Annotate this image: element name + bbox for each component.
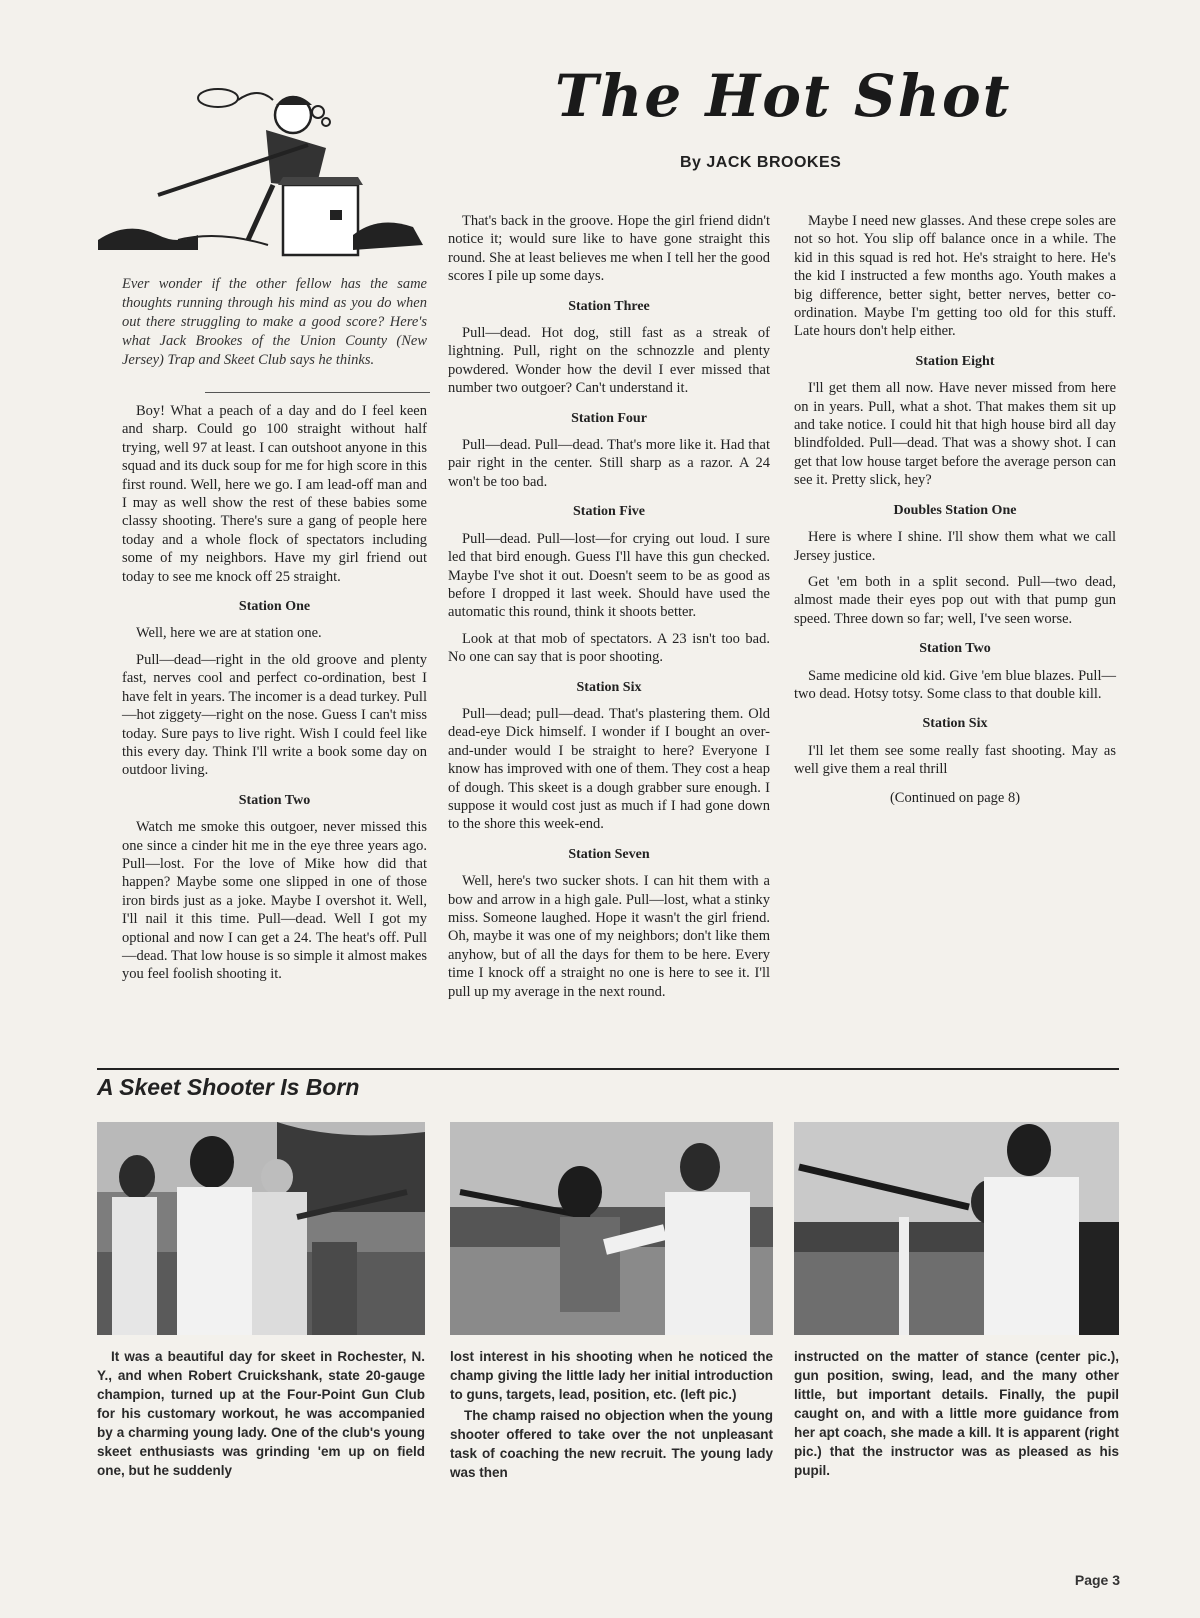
photo-left: [97, 1122, 425, 1335]
paragraph: Boy! What a peach of a day and do I feel keen and sharp. Could go 100 straight without half trying, well 97 at least. I can outshoot anyone in this squad and its duck soup for me for high score in this first round. Well, here we go. I am lead-off man and I may as well show the rest of these babies some classy shooting. There's sure a gang of people here today and a whole flock of spectators including some of my neighbors. Have my girl friend out today to see me knock off 25 straight.: [122, 403, 427, 585]
paragraph: Pull—dead; pull—dead. That's plastering them. Old dead-eye Dick himself. I wonder if I bought an over-and-under would I be straight to here? Everyone I know has improved with one of them. They cost a heap of dough. This skeet is a dough grabber sure enough. I suppose it would cost just as much if I had gone down to the shore this week-end.: [448, 705, 770, 833]
paragraph: Well, here we are at station one.: [136, 625, 322, 642]
photo-center: [450, 1122, 773, 1335]
section-heading: Station One: [238, 599, 311, 615]
paragraph: I'll get them all now. Have never missed from here on in years. Pull, what a shot. That makes them sit up and take notice. I could hit that high house bird all day blindfolded. Pull—dead. That was a showy shot. I can get that low house target before the average person can see it. Pretty slick, hey?: [794, 380, 1116, 489]
section-heading: Doubles Station One: [893, 502, 1017, 518]
photo-caption-left: [97, 1347, 425, 1482]
section-heading: Station Six: [576, 679, 642, 695]
paragraph: Watch me smoke this outgoer, never missed this one since a cinder hit me in the eye three years ago. Pull—lost. For the love of Mike how did that happen? Maybe some one slipped in one of those iron birds just as a joke. Maybe I overshot it. Well, I'll nail it this time. Pull—dead. Well I got my optional and now I can get a 24. The heat's off. Pull—dead. That low house is so simple it almost makes you feel foolish shooting it.: [122, 819, 428, 983]
paragraph: Pull—dead—right in the old groove and plenty fast, nerves cool and perfect co-ordination, best I have felt in years. The incomer is a dead turkey. Pull—hot ziggety—right on the nose. Guess I can't miss today. Sure pays to live right. Wish I could feel like this every day. Think I'll write a book some day on outdoor living.: [122, 651, 427, 779]
section-heading: Station Two: [919, 641, 991, 657]
cartoon-illustration: [98, 70, 428, 270]
section-heading: Station Five: [573, 504, 645, 520]
section-heading: Station Eight: [915, 353, 995, 369]
article-title: The Hot Shot: [555, 62, 1012, 130]
article-column-2: [448, 212, 770, 1009]
article-byline: By JACK BROOKES: [680, 154, 842, 171]
article-column-1: [122, 402, 427, 992]
section-heading: Station Six: [922, 716, 988, 732]
caption-text: lost interest in his shooting when he noticed the champ giving the little lady her initial introduction to guns, targets, lead, position, etc. (left pic.): [450, 1349, 773, 1402]
skeet-section-title: A Skeet Shooter Is Born: [97, 1074, 360, 1100]
paragraph: Well, here's two sucker shots. I can hit them with a bow and arrow in a high gale. Pull—lost, what a stinky miss. Someone laughed. Hope it wasn't the girl friend. Oh, maybe it was one of my neighbors; don't like them anyhow, but of all the days for them to be here. Every time I knock off a straight no one is here to see it. I'll pull up my average in the next round.: [448, 873, 770, 1000]
section-heading: Station Seven: [568, 846, 650, 862]
paragraph: Same medicine old kid. Give 'em blue blazes. Pull—two dead. Hotsy totsy. Some class to that double kill.: [794, 667, 1116, 702]
caption-text: The champ raised no objection when the young shooter offered to take over the not unpleasant task of coaching the new recruit. The young lady was then: [450, 1408, 773, 1480]
continued-note: (Continued on page 8): [889, 789, 1021, 806]
paragraph: Pull—dead. Hot dog, still fast as a streak of lightning. Pull, right on the schnozzle and plenty powdered. Wonder how the devil I ever missed that number two outgoer? Can't understand it.: [448, 325, 770, 397]
paragraph: Look at that mob of spectators. A 23 isn't too bad. No one can say that is poor shooting.: [448, 630, 770, 666]
section-heading: Station Three: [568, 298, 650, 314]
section-divider: [97, 1068, 1119, 1070]
caption-text: It was a beautiful day for skeet in Rochester, N. Y., and when Robert Cruickshank, state 20-gauge champion, turned up at the Four-Point Gun Club for his customary workout, he was accompanied by a charming young lady. One of the club's young skeet enthusiasts was grinding 'em up on field one, but he suddenly: [97, 1349, 425, 1478]
paragraph: Get 'em both in a split second. Pull—two dead, almost made their eyes pop out with that pump gun speed. Three down so far; well, I've seen worse.: [794, 573, 1116, 627]
paragraph: I'll let them see some really fast shooting. May as well give them a real thrill: [794, 742, 1116, 778]
photo-caption-right: [794, 1347, 1119, 1482]
caption-text: instructed on the matter of stance (center pic.), gun position, swing, lead, and the many other little, but important details. Finally, the pupil caught on, and with a little more guidance from her apt coach, she made a kill. It is apparent (right pic.) that the instructor was as pleased as his pupil.: [794, 1349, 1119, 1478]
intro-divider: [205, 392, 430, 393]
paragraph: Maybe I need new glasses. And these crepe soles are not so hot. You slip off balance once in a while. The kid in this squad is red hot. He's straight to here. He's the kid I instructed a few months ago. Youth makes a big difference, better sight, better nerves, better co-ordination. Maybe I'm getting too old for this stuff. Late hours don't help either.: [794, 213, 1116, 340]
paragraph: Pull—dead. Pull—lost—for crying out loud. I sure led that bird enough. Guess I'll have this gun checked. Maybe I've shot it out. Doesn't seem to be as good as before I dropped it last week. Should have used the automatic this round, think it shoots better.: [448, 530, 770, 621]
paragraph: That's back in the groove. Hope the girl friend didn't notice it; would sure like to have gone straight this round. She at least believes me when I tell her the good scores I pile up some days.: [448, 213, 770, 285]
section-heading: Station Two: [238, 792, 311, 808]
page-number: Page 3: [1074, 1572, 1120, 1588]
photo-right: [794, 1122, 1119, 1335]
photo-caption-center: [450, 1347, 773, 1484]
article-intro: Ever wonder if the other fellow has the same thoughts running through his mind as you do when out there struggling to make a good score? Here's what Jack Brookes of the Union County (New Jersey) Trap and Skeet Club says he thinks.: [122, 276, 427, 368]
paragraph: Here is where I shine. I'll show them what we call Jersey justice.: [794, 529, 1116, 564]
paragraph: Pull—dead. Pull—dead. That's more like it. Had that pair right in the center. Still sharp as a razor. A 24 won't be too bad.: [448, 437, 770, 490]
section-heading: Station Four: [571, 410, 647, 426]
article-column-3: [794, 212, 1116, 807]
